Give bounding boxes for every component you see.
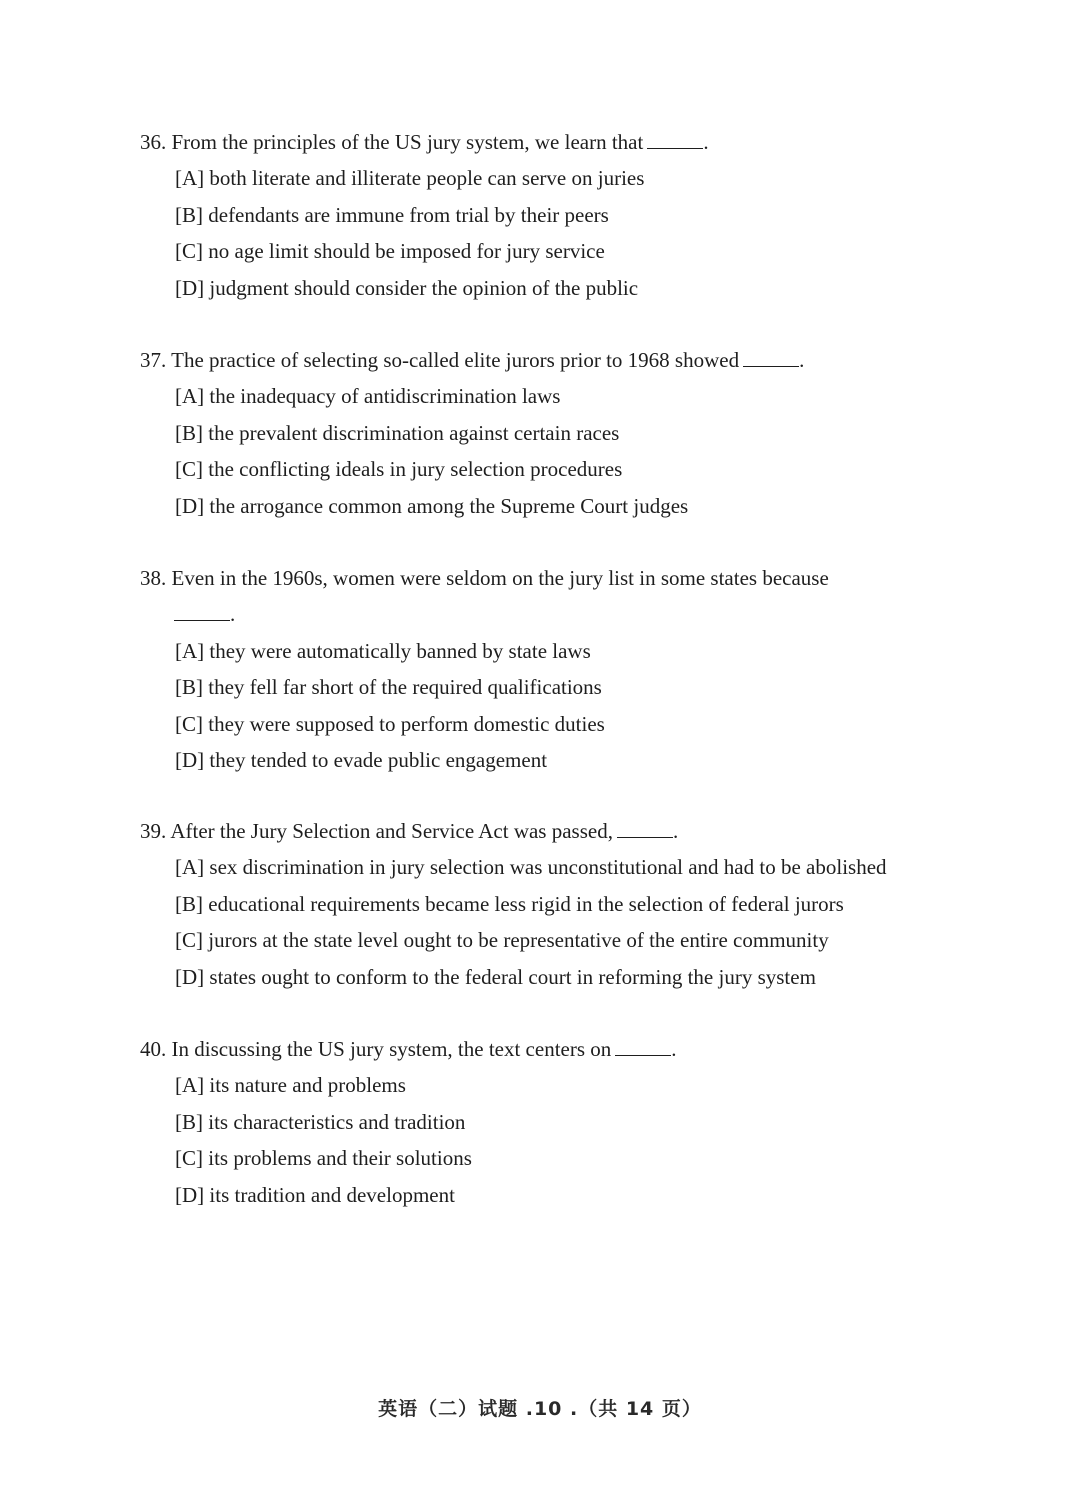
question-end: . [703, 130, 709, 154]
option-b: [B] they fell far short of the required qualifications [175, 675, 602, 700]
option-b: [B] the prevalent discrimination against certain races [175, 420, 620, 445]
question-40 [140, 1031, 940, 1213]
option-list [140, 633, 940, 779]
option-list [140, 160, 940, 306]
question-stem [140, 813, 940, 849]
question-end: . [671, 1037, 677, 1061]
option-d: [D] states ought to conform to the federal court in reforming the jury system [175, 964, 816, 989]
option-a: [A] its nature and problems [175, 1073, 406, 1098]
question-end: . [799, 348, 805, 372]
option-c: [C] no age limit should be imposed for jury service [175, 239, 605, 264]
option-list [140, 378, 940, 524]
option-b: [B] educational requirements became less rigid in the selection of federal jurors [175, 891, 844, 916]
option-b: [B] defendants are immune from trial by their peers [175, 202, 609, 227]
answer-blank [615, 1054, 671, 1056]
option-c: [C] they were supposed to perform domestic duties [175, 711, 605, 736]
option-d: [D] they tended to evade public engagement [175, 748, 548, 773]
option-a: [A] both literate and illiterate people can serve on juries [175, 166, 645, 191]
question-text: 40. In discussing the US jury system, the text centers on [140, 1037, 612, 1061]
option-c: [C] its problems and their solutions [175, 1146, 472, 1171]
question-38 [140, 560, 940, 778]
option-d: [D] judgment should consider the opinion of the public [175, 275, 639, 300]
question-39 [140, 813, 940, 995]
question-stem [140, 1031, 940, 1067]
option-a: [A] sex discrimination in jury selection was unconstitutional and had to be abolished [175, 855, 887, 880]
question-text: 37. The practice of selecting so-called elite jurors prior to 1968 showed [140, 348, 740, 372]
option-b: [B] its characteristics and tradition [175, 1109, 466, 1134]
question-text: 39. After the Jury Selection and Service Act was passed, [140, 819, 613, 843]
question-stem [140, 560, 940, 633]
question-text: 38. Even in the 1960s, women were seldom on the jury list in some states because [140, 566, 829, 590]
option-list [140, 849, 940, 995]
question-stem [140, 124, 940, 160]
option-c: [C] jurors at the state level ought to be representative of the entire community [175, 928, 829, 953]
question-37 [140, 342, 940, 524]
answer-blank [617, 836, 673, 838]
option-a: [A] they were automatically banned by state laws [175, 638, 591, 663]
question-36 [140, 124, 940, 306]
option-d: [D] its tradition and development [175, 1182, 455, 1207]
option-d: [D] the arrogance common among the Supreme Court judges [175, 493, 689, 518]
question-end: . [230, 602, 236, 627]
answer-blank [174, 619, 230, 621]
option-list [140, 1067, 940, 1213]
option-c: [C] the conflicting ideals in jury selection procedures [175, 457, 623, 482]
option-a: [A] the inadequacy of antidiscrimination laws [175, 384, 561, 409]
page-footer: 英语（二）试题 .10 .（共 14 页） [378, 1398, 702, 1420]
question-end: . [672, 819, 679, 843]
question-stem [140, 342, 940, 378]
answer-blank [743, 365, 799, 367]
question-text: 36. From the principles of the US jury system, we learn that [140, 130, 644, 154]
answer-blank [647, 147, 703, 149]
